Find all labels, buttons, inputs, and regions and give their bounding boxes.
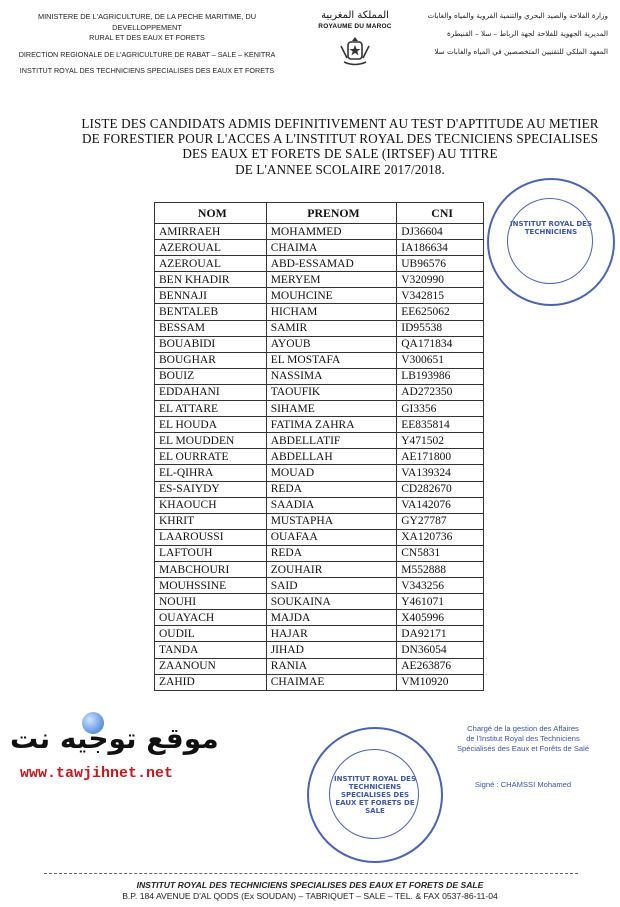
table-row: [155, 352, 484, 368]
table-row: [155, 417, 484, 433]
cell-cni: AE171800: [397, 449, 484, 465]
table-row: [155, 578, 484, 594]
cell-prenom: SAID: [266, 578, 397, 594]
cell-prenom: REDA: [266, 481, 397, 497]
cell-cni: Y471502: [397, 433, 484, 449]
watermark-url: www.tawjihnet.net: [20, 765, 174, 782]
cell-prenom: MUSTAPHA: [266, 513, 397, 529]
cell-prenom: SOUKAINA: [266, 594, 397, 610]
cell-cni: X405996: [397, 610, 484, 626]
table-row: [155, 545, 484, 561]
direction-arabic: المديرية الجهوية للفلاحة لجهة الرباط – سلا – القنيطرة: [447, 29, 608, 38]
cell-nom: BESSAM: [155, 320, 267, 336]
table-row: [155, 433, 484, 449]
official-stamp-bottom: [307, 727, 443, 863]
table-row: [155, 497, 484, 513]
header-cni: CNI: [397, 203, 484, 224]
cell-cni: IA186634: [397, 240, 484, 256]
table-header-row: [155, 203, 484, 224]
cell-prenom: RANIA: [266, 658, 397, 674]
cell-cni: V320990: [397, 272, 484, 288]
institute-line: INSTITUT ROYAL DES TECHNICIENS SPECIALISES DES EAUX ET FORETS: [19, 66, 275, 75]
table-body: [155, 224, 484, 691]
direction-line: DIRECTION REGIONALE DE L'AGRICULTURE DE RABAT – SALE – KENITRA: [18, 49, 276, 59]
cell-nom: BOUABIDI: [155, 336, 267, 352]
cell-prenom: MOUAD: [266, 465, 397, 481]
signature-signed: Signé : CHAMSSI Mohamed: [474, 780, 572, 789]
cell-prenom: FATIMA ZAHRA: [266, 417, 397, 433]
header-right: [408, 10, 608, 58]
cell-nom: ZAANOUN: [155, 658, 267, 674]
cell-prenom: NASSIMA: [266, 368, 397, 384]
cell-prenom: SAMIR: [266, 320, 397, 336]
cell-nom: BENTALEB: [155, 304, 267, 320]
title-line-4: DE L'ANNEE SCOLAIRE 2017/2018.: [235, 161, 445, 177]
institute-arabic: المعهد الملكي للتقنيين المتخصصين في المياه والغابات سلا: [434, 47, 608, 56]
stamp-top-text: INSTITUT ROYAL DES TECHNICIENS: [510, 220, 592, 236]
kingdom-arabic: المملكة المغربية: [321, 10, 389, 21]
header-left: [16, 12, 278, 77]
cell-cni: XA120736: [397, 529, 484, 545]
cell-nom: OUDIL: [155, 626, 267, 642]
cell-prenom: HICHAM: [266, 304, 397, 320]
document-title: [70, 116, 610, 177]
cell-nom: BOUGHAR: [155, 352, 267, 368]
cell-cni: M552888: [397, 561, 484, 577]
table-row: [155, 642, 484, 658]
cell-nom: BOUIZ: [155, 368, 267, 384]
signature-line-3: Spécialisés des Eaux et Forêts de Salé: [456, 744, 590, 753]
cell-prenom: AYOUB: [266, 336, 397, 352]
footer: [20, 880, 600, 901]
cell-cni: Y461071: [397, 594, 484, 610]
cell-nom: ES-SAIYDY: [155, 481, 267, 497]
cell-cni: VA139324: [397, 465, 484, 481]
cell-cni: UB96576: [397, 256, 484, 272]
cell-prenom: ZOUHAIR: [266, 561, 397, 577]
cell-nom: TANDA: [155, 642, 267, 658]
cell-nom: BEN KHADIR: [155, 272, 267, 288]
cell-cni: LB193986: [397, 368, 484, 384]
cell-prenom: OUAFAA: [266, 529, 397, 545]
signature-block: [428, 724, 618, 790]
cell-prenom: SAADIA: [266, 497, 397, 513]
signature-line-1: Chargé de la gestion des Affaires: [467, 724, 579, 733]
cell-prenom: MOUHCINE: [266, 288, 397, 304]
cell-nom: NOUHI: [155, 594, 267, 610]
footer-divider: [44, 873, 578, 874]
cell-cni: DA92171: [397, 626, 484, 642]
cell-prenom: REDA: [266, 545, 397, 561]
kingdom-french: ROYAUME DU MAROC: [318, 23, 392, 30]
table-row: [155, 658, 484, 674]
cell-prenom: ABDELLAH: [266, 449, 397, 465]
header-center: [312, 10, 398, 73]
cell-prenom: HAJAR: [266, 626, 397, 642]
cell-nom: ZAHID: [155, 674, 267, 690]
cell-prenom: MERYEM: [266, 272, 397, 288]
table-row: [155, 481, 484, 497]
cell-nom: AZEROUAL: [155, 256, 267, 272]
cell-cni: V343256: [397, 578, 484, 594]
table-row: [155, 401, 484, 417]
title-line-1: LISTE DES CANDIDATS ADMIS DEFINITIVEMENT AU TEST D'APTITUDE AU METIER: [81, 116, 599, 131]
signature-line-2: de l'Institut Royal des Techniciens: [466, 734, 580, 743]
title-line-2: DE FORESTIER POUR L'ACCES A L'INSTITUT ROYAL DES TECNICIENS SPECIALISES: [81, 131, 599, 147]
cell-cni: QA171834: [397, 336, 484, 352]
cell-nom: OUAYACH: [155, 610, 267, 626]
cell-cni: V300651: [397, 352, 484, 368]
cell-nom: EL-QIHRA: [155, 465, 267, 481]
table-row: [155, 304, 484, 320]
ministry-line-2: RURAL ET DES EAUX ET FORETS: [89, 33, 205, 42]
cell-prenom: MAJDA: [266, 610, 397, 626]
table-row: [155, 272, 484, 288]
table-row: [155, 384, 484, 400]
cell-prenom: TAOUFIK: [266, 384, 397, 400]
cell-nom: BENNAJI: [155, 288, 267, 304]
table-row: [155, 320, 484, 336]
cell-nom: KHRIT: [155, 513, 267, 529]
cell-prenom: MOHAMMED: [266, 224, 397, 240]
title-line-3: DES EAUX ET FORETS DE SALE (IRTSEF) AU TITRE: [182, 146, 498, 162]
table-row: [155, 529, 484, 545]
cell-cni: V342815: [397, 288, 484, 304]
table-row: [155, 513, 484, 529]
cell-cni: GI3356: [397, 401, 484, 417]
cell-nom: MABCHOURI: [155, 561, 267, 577]
cell-nom: EL ATTARE: [155, 401, 267, 417]
cell-nom: LAFTOUH: [155, 545, 267, 561]
cell-nom: AZEROUAL: [155, 240, 267, 256]
cell-nom: LAAROUSSI: [155, 529, 267, 545]
stamp-bottom-text: INSTITUT ROYAL DES TECHNICIENS SPECIALISES DES EAUX ET FORETS DE SALE: [334, 775, 416, 815]
cell-prenom: ABDELLATIF: [266, 433, 397, 449]
table-row: [155, 224, 484, 240]
cell-prenom: EL MOSTAFA: [266, 352, 397, 368]
footer-institute: INSTITUT ROYAL DES TECHNICIENS SPECIALISES DES EAUX ET FORETS DE SALE: [136, 880, 484, 890]
cell-cni: VA142076: [397, 497, 484, 513]
cell-cni: CN5831: [397, 545, 484, 561]
cell-cni: AD272350: [397, 384, 484, 400]
cell-nom: EL HOUDA: [155, 417, 267, 433]
cell-prenom: CHAIMAE: [266, 674, 397, 690]
watermark-arabic: موقع توجيه نت: [10, 722, 219, 755]
table-row: [155, 626, 484, 642]
header-prenom: PRENOM: [266, 203, 397, 224]
cell-cni: DJ36604: [397, 224, 484, 240]
ministry-line-1: MINISTERE DE L'AGRICULTURE, DE LA PECHE MARITIME, DU DEVELLOPPEMENT: [37, 12, 257, 32]
cell-cni: VM10920: [397, 674, 484, 690]
cell-cni: EE835814: [397, 417, 484, 433]
cell-nom: EDDAHANI: [155, 384, 267, 400]
table-row: [155, 449, 484, 465]
header-nom: NOM: [155, 203, 267, 224]
cell-nom: AMIRRAEH: [155, 224, 267, 240]
table-row: [155, 240, 484, 256]
cell-cni: EE625062: [397, 304, 484, 320]
table-row: [155, 288, 484, 304]
table-row: [155, 256, 484, 272]
cell-cni: GY27787: [397, 513, 484, 529]
table-row: [155, 674, 484, 690]
coat-of-arms-icon: [338, 34, 372, 68]
footer-address: B.P. 184 AVENUE D'AL QODS (Ex SOUDAN) – TABRIQUET – SALE – TEL. & FAX 0537-86-11-04: [122, 890, 498, 901]
cell-cni: DN36054: [397, 642, 484, 658]
cell-cni: ID95538: [397, 320, 484, 336]
cell-nom: MOUHSSINE: [155, 578, 267, 594]
table-row: [155, 465, 484, 481]
cell-prenom: CHAIMA: [266, 240, 397, 256]
cell-nom: KHAOUCH: [155, 497, 267, 513]
cell-prenom: JIHAD: [266, 642, 397, 658]
table-row: [155, 594, 484, 610]
cell-nom: EL MOUDDEN: [155, 433, 267, 449]
cell-prenom: ABD-ESSAMAD: [266, 256, 397, 272]
table-row: [155, 336, 484, 352]
ministry-arabic: وزارة الفلاحة والصيد البحري والتنمية القروية والمياه والغابات: [427, 11, 608, 20]
candidates-table: [154, 202, 484, 691]
table-row: [155, 368, 484, 384]
cell-cni: CD282670: [397, 481, 484, 497]
table-row: [155, 610, 484, 626]
cell-nom: EL OURRATE: [155, 449, 267, 465]
cell-prenom: SIHAME: [266, 401, 397, 417]
official-stamp-top: [487, 178, 615, 306]
cell-cni: AE263876: [397, 658, 484, 674]
table-row: [155, 561, 484, 577]
